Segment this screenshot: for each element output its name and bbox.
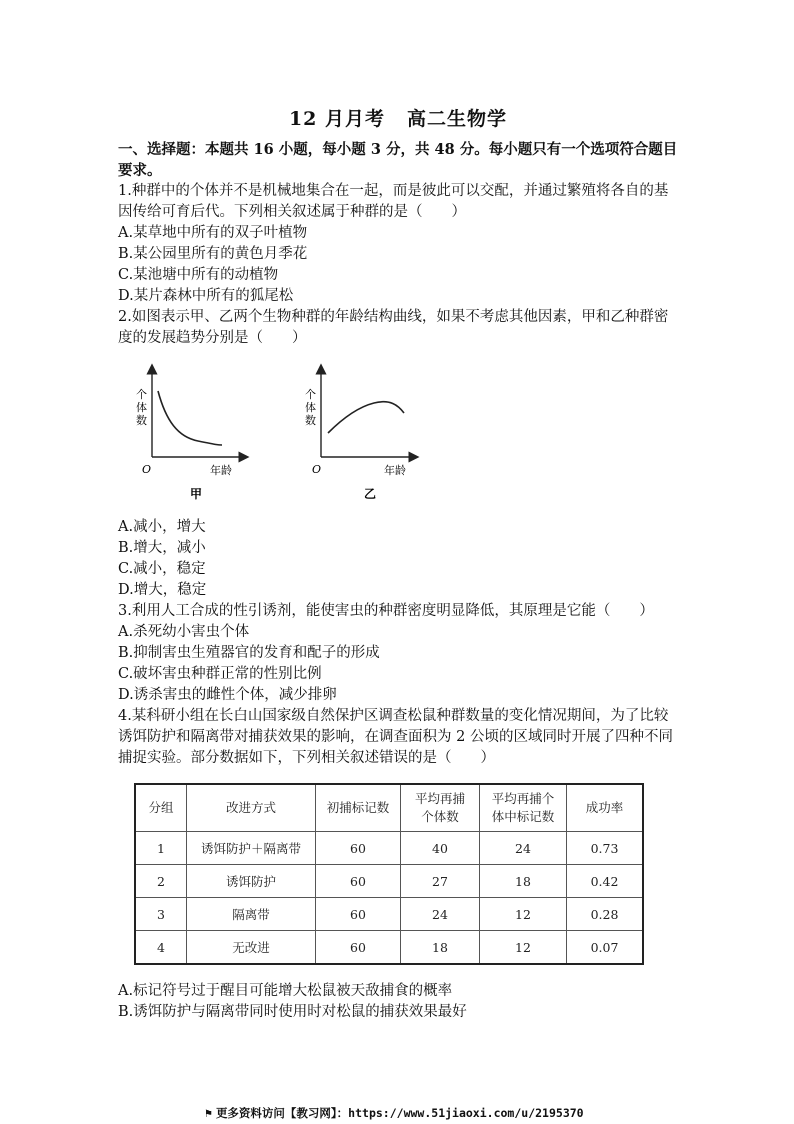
cell-initial-marked: 60 <box>316 898 401 931</box>
question-1-option-b: B.某公园里所有的黄色月季花 <box>118 246 308 262</box>
table-row <box>135 865 643 898</box>
yi-ylabel-2: 体 <box>305 401 316 414</box>
header-recaptured-line1: 平均再捕 <box>414 791 465 806</box>
header-recaptured-marked <box>480 784 567 832</box>
question-4-stem: 4.某科研小组在长白山国家级自然保护区调查松鼠种群数量的变化情况期间，为了比较诱饵防护和隔离带对捕获效果的影响，在调查面积为 2 公顷的区域同时开展了四种不同捕捉实验。部分数据如下，下列相关叙述错误的是（ ） <box>118 708 673 766</box>
cell-success-rate: 0.07 <box>567 931 644 965</box>
jia-caption: 甲 <box>190 487 203 501</box>
age-structure-figures <box>118 361 678 511</box>
yi-caption: 乙 <box>364 487 377 501</box>
cell-recaptured: 40 <box>401 832 480 865</box>
cell-success-rate: 0.73 <box>567 832 644 865</box>
cell-recaptured-marked: 24 <box>480 832 567 865</box>
question-1-option-c: C.某池塘中所有的动植物 <box>118 267 279 283</box>
footer-text[interactable]: 更多资料访问【教习网】：https://www.51jiaoxi.com/u/2195370 <box>215 1106 584 1120</box>
capture-data-table <box>134 783 644 965</box>
question-3-option-d: D.诱杀害虫的雌性个体，减少排卵 <box>118 687 337 703</box>
question-2-option-a: A.减小，增大 <box>118 519 206 535</box>
cell-group: 4 <box>135 931 187 965</box>
cell-recaptured-marked: 18 <box>480 865 567 898</box>
page-title <box>118 104 678 131</box>
title-exam: 12 月月考 <box>288 108 386 130</box>
cell-recaptured: 24 <box>401 898 480 931</box>
data-table-wrapper <box>134 783 678 965</box>
jia-origin: O <box>142 463 152 476</box>
question-2-option-c: C.减小，稳定 <box>118 561 206 577</box>
header-initial-marked-text: 初捕标记数 <box>326 800 390 815</box>
cell-recaptured-marked: 12 <box>480 898 567 931</box>
cell-group: 3 <box>135 898 187 931</box>
cell-initial-marked: 60 <box>316 832 401 865</box>
jia-xlabel: 年龄 <box>210 464 232 477</box>
cell-group: 2 <box>135 865 187 898</box>
header-group-text: 分组 <box>148 800 174 815</box>
header-success-rate <box>567 784 644 832</box>
table-row <box>135 931 643 965</box>
flag-icon: ⚑ <box>205 1106 212 1120</box>
question-1-option-a: A.某草地中所有的双子叶植物 <box>118 225 308 241</box>
cell-method: 无改进 <box>187 931 316 965</box>
exam-page <box>118 104 678 1023</box>
table-header-row <box>135 784 643 832</box>
header-method <box>187 784 316 832</box>
question-2-option-b: B.增大，减小 <box>118 540 206 556</box>
cell-method: 诱饵防护 <box>187 865 316 898</box>
header-recaptured-marked-line2: 体中标记数 <box>491 809 555 824</box>
yi-xlabel: 年龄 <box>384 464 406 477</box>
cell-success-rate: 0.42 <box>567 865 644 898</box>
cell-method: 隔离带 <box>187 898 316 931</box>
chart-yi <box>305 369 414 501</box>
age-structure-svg <box>118 361 678 511</box>
cell-success-rate: 0.28 <box>567 898 644 931</box>
header-recaptured-marked-line1: 平均再捕个 <box>491 791 555 806</box>
header-success-rate-text: 成功率 <box>585 800 624 815</box>
cell-initial-marked: 60 <box>316 931 401 965</box>
header-method-text: 改进方式 <box>225 800 276 815</box>
table-row <box>135 832 643 865</box>
section-header: 一、选择题：本题共 16 小题，每小题 3 分，共 48 分。每小题只有一个选项符合题目要求。 <box>118 141 678 179</box>
yi-origin: O <box>312 463 322 476</box>
jia-ylabel-1: 个 <box>136 388 147 401</box>
chart-jia <box>136 369 244 501</box>
table-row <box>135 898 643 931</box>
header-recaptured <box>401 784 480 832</box>
question-3-option-a: A.杀死幼小害虫个体 <box>118 624 250 640</box>
cell-recaptured: 18 <box>401 931 480 965</box>
question-1-option-d: D.某片森林中所有的狐尾松 <box>118 288 294 304</box>
header-recaptured-line2: 个体数 <box>421 809 459 824</box>
yi-curve <box>328 402 404 433</box>
question-2-option-d: D.增大，稳定 <box>118 582 207 598</box>
yi-ylabel-3: 数 <box>305 414 316 427</box>
question-3-option-c: C.破坏害虫种群正常的性别比例 <box>118 666 322 682</box>
question-3-stem: 3.利用人工合成的性引诱剂，能使害虫的种群密度明显降低，其原理是它能（ ） <box>118 603 654 619</box>
title-subject: 高二生物学 <box>407 108 508 130</box>
footer-link[interactable] <box>205 1105 584 1121</box>
jia-ylabel-3: 数 <box>136 414 147 427</box>
header-initial-marked <box>316 784 401 832</box>
cell-group: 1 <box>135 832 187 865</box>
cell-method: 诱饵防护＋隔离带 <box>187 832 316 865</box>
cell-recaptured: 27 <box>401 865 480 898</box>
question-4-option-a: A.标记符号过于醒目可能增大松鼠被天敌捕食的概率 <box>118 983 453 999</box>
question-3-option-b: B.抑制害虫生殖器官的发育和配子的形成 <box>118 645 380 661</box>
cell-recaptured-marked: 12 <box>480 931 567 965</box>
yi-ylabel-1: 个 <box>305 388 316 401</box>
cell-initial-marked: 60 <box>316 865 401 898</box>
jia-curve <box>158 391 222 445</box>
question-1-stem: 1.种群中的个体并不是机械地集合在一起，而是彼此可以交配，并通过繁殖将各自的基因传给可育后代。下列相关叙述属于种群的是（ ） <box>118 183 669 220</box>
header-group <box>135 784 187 832</box>
question-2-stem: 2.如图表示甲、乙两个生物种群的年龄结构曲线，如果不考虑其他因素，甲和乙种群密度的发展趋势分别是（ ） <box>118 309 669 346</box>
jia-ylabel-2: 体 <box>136 401 147 414</box>
question-4-option-b: B.诱饵防护与隔离带同时使用时对松鼠的捕获效果最好 <box>118 1004 467 1020</box>
